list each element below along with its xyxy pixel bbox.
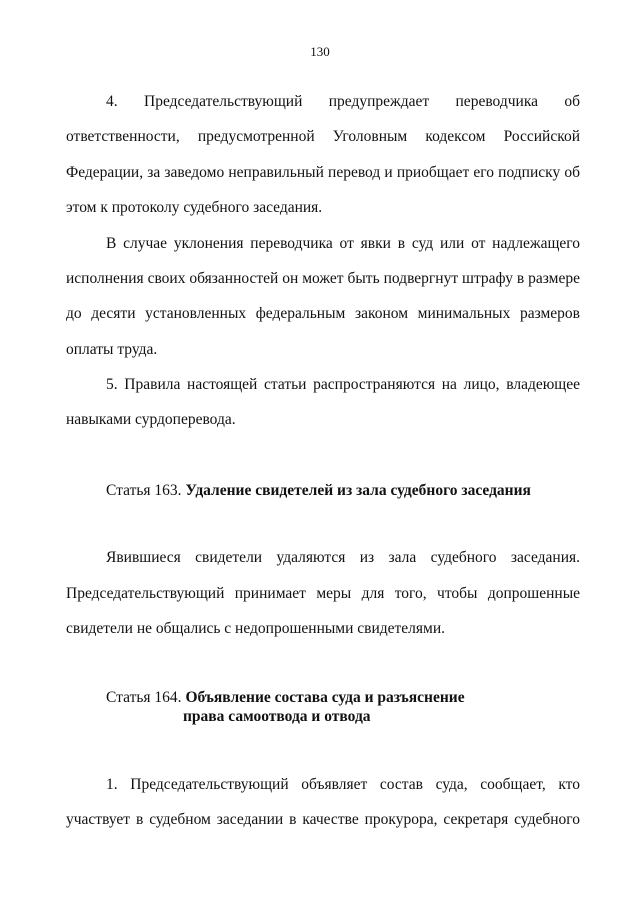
paragraph-4-line-4: этом к протоколу судебного заседания. (66, 199, 323, 216)
article-163-title: Удаление свидетелей из зала судебного заседания (185, 482, 531, 499)
page-number: 130 (310, 44, 330, 59)
paragraph-164-1-line-1: 1. Председательствующий объявляет состав суда, сообщает, кто (106, 776, 580, 793)
paragraph-evasion-line-4: оплаты труда. (66, 341, 158, 358)
paragraph-evasion-line-1: В случае уклонения переводчика от явки в суд или от надлежащего (106, 235, 580, 252)
paragraph-5-line-2: навыками сурдоперевода. (66, 411, 236, 428)
article-163-heading (106, 481, 531, 501)
paragraph-164-1-line-2: участвует в судебном заседании в качестве прокурора, секретаря судебного (66, 811, 580, 828)
paragraph-4-line-1: 4. Председательствующий предупреждает переводчика об (106, 93, 580, 110)
paragraph-witnesses-line-2: Председательствующий принимает меры для того, чтобы допрошенные (66, 585, 580, 602)
paragraph-5-line-1: 5. Правила настоящей статьи распространяются на лицо, владеющее (106, 376, 580, 393)
article-164-title-line-2: права самоотвода и отвода (183, 708, 371, 725)
article-164-prefix: Статья 164. (106, 689, 182, 706)
paragraph-4-line-2: ответственности, предусмотренной Уголовным кодексом Российской (66, 128, 580, 145)
article-164-heading (106, 688, 465, 708)
paragraph-witnesses-line-1: Явившиеся свидетели удаляются из зала судебного заседания. (106, 549, 580, 566)
paragraph-evasion-line-2: исполнения своих обязанностей он может быть подвергнут штрафу в размере (66, 270, 580, 287)
article-163-prefix: Статья 163. (106, 482, 182, 499)
paragraph-evasion-line-3: до десяти установленных федеральным законом минимальных размеров (66, 305, 580, 322)
paragraph-witnesses-line-3: свидетели не общались с недопрошенными свидетелями. (66, 620, 446, 637)
article-164-title-line-1: Объявление состава суда и разъяснение (185, 689, 465, 706)
paragraph-4-line-3: Федерации, за заведомо неправильный перевод и приобщает его подписку об (66, 164, 580, 181)
